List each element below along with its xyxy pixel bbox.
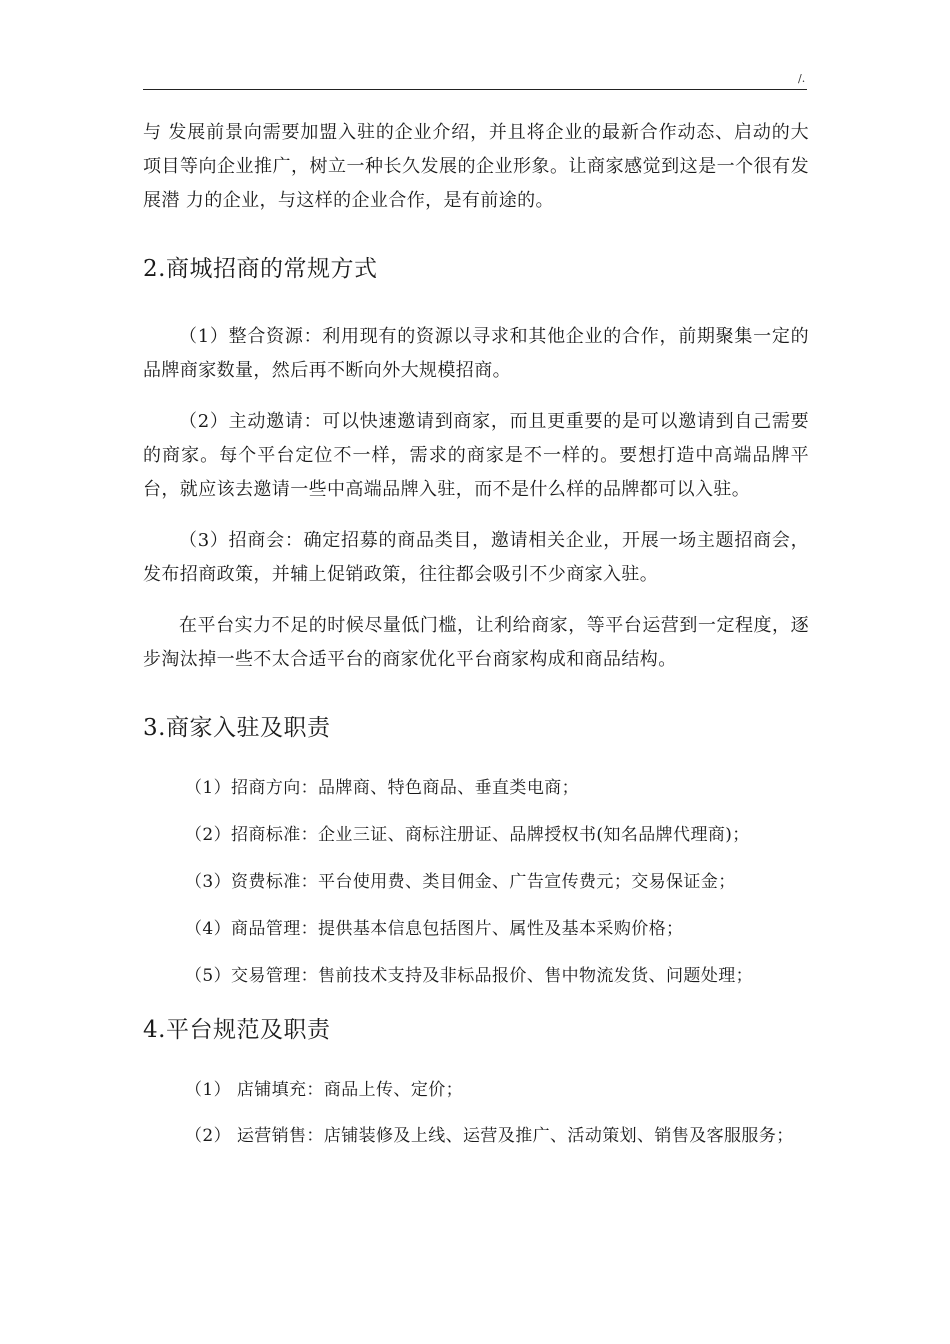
intro-paragraph: 与 发展前景向需要加盟入驻的企业介绍，并且将企业的最新合作动态、启动的大项目等向企业推广，树立一种长久发展的企业形象。让商家感觉到这是一个很有发展潜 力的企业，与这样的企业合作，是有前途的。 xyxy=(143,122,809,211)
section-3-item: （2）招商标准：企业三证、商标注册证、品牌授权书(知名品牌代理商)； xyxy=(185,825,750,845)
section-3-list xyxy=(143,773,809,991)
header-rule xyxy=(143,89,807,90)
section-3-item: （4）商品管理：提供基本信息包括图片、属性及基本采购价格； xyxy=(185,919,684,939)
section-4-item: （2） 运营销售：店铺装修及上线、运营及推广、活动策划、销售及客服服务； xyxy=(185,1126,794,1146)
section-2-heading: 2.商城招商的常规方式 xyxy=(143,256,378,282)
section-2-paragraph-3: （3）招商会：确定招募的商品类目，邀请相关企业，开展一场主题招商会，发布招商政策，并辅上促销政策，往往都会吸引不少商家入驻。 xyxy=(143,530,809,585)
header-mark: /. xyxy=(798,72,806,85)
section-3-heading: 3.商家入驻及职责 xyxy=(143,715,331,741)
section-4-list xyxy=(143,1075,809,1149)
section-2-paragraph-1: （1）整合资源：利用现有的资源以寻求和其他企业的合作，前期聚集一定的品牌商家数量，然后再不断向外大规模招商。 xyxy=(143,326,809,381)
section-3-item: （5）交易管理：售前技术支持及非标品报价、售中物流发货、问题处理； xyxy=(185,966,754,986)
section-4-heading: 4.平台规范及职责 xyxy=(143,1017,331,1043)
section-2-paragraph-2: （2）主动邀请：可以快速邀请到商家，而且更重要的是可以邀请到自己需要的商家。每个平台定位不一样，需求的商家是不一样的。要想打造中高端品牌平台，就应该去邀请一些中高端品牌入驻，而不是什么样的品牌都可以入驻。 xyxy=(143,411,809,500)
section-2-paragraph-4: 在平台实力不足的时候尽量低门槛，让利给商家，等平台运营到一定程度，逐步淘汰掉一些不太合适平台的商家优化平台商家构成和商品结构。 xyxy=(143,615,809,670)
section-3-item: （3）资费标准：平台使用费、类目佣金、广告宣传费元；交易保证金； xyxy=(185,872,736,892)
section-3-item: （1）招商方向：品牌商、特色商品、垂直类电商； xyxy=(185,778,580,798)
document-body xyxy=(143,116,809,1149)
section-4-item: （1） 店铺填充：商品上传、定价； xyxy=(185,1080,464,1100)
